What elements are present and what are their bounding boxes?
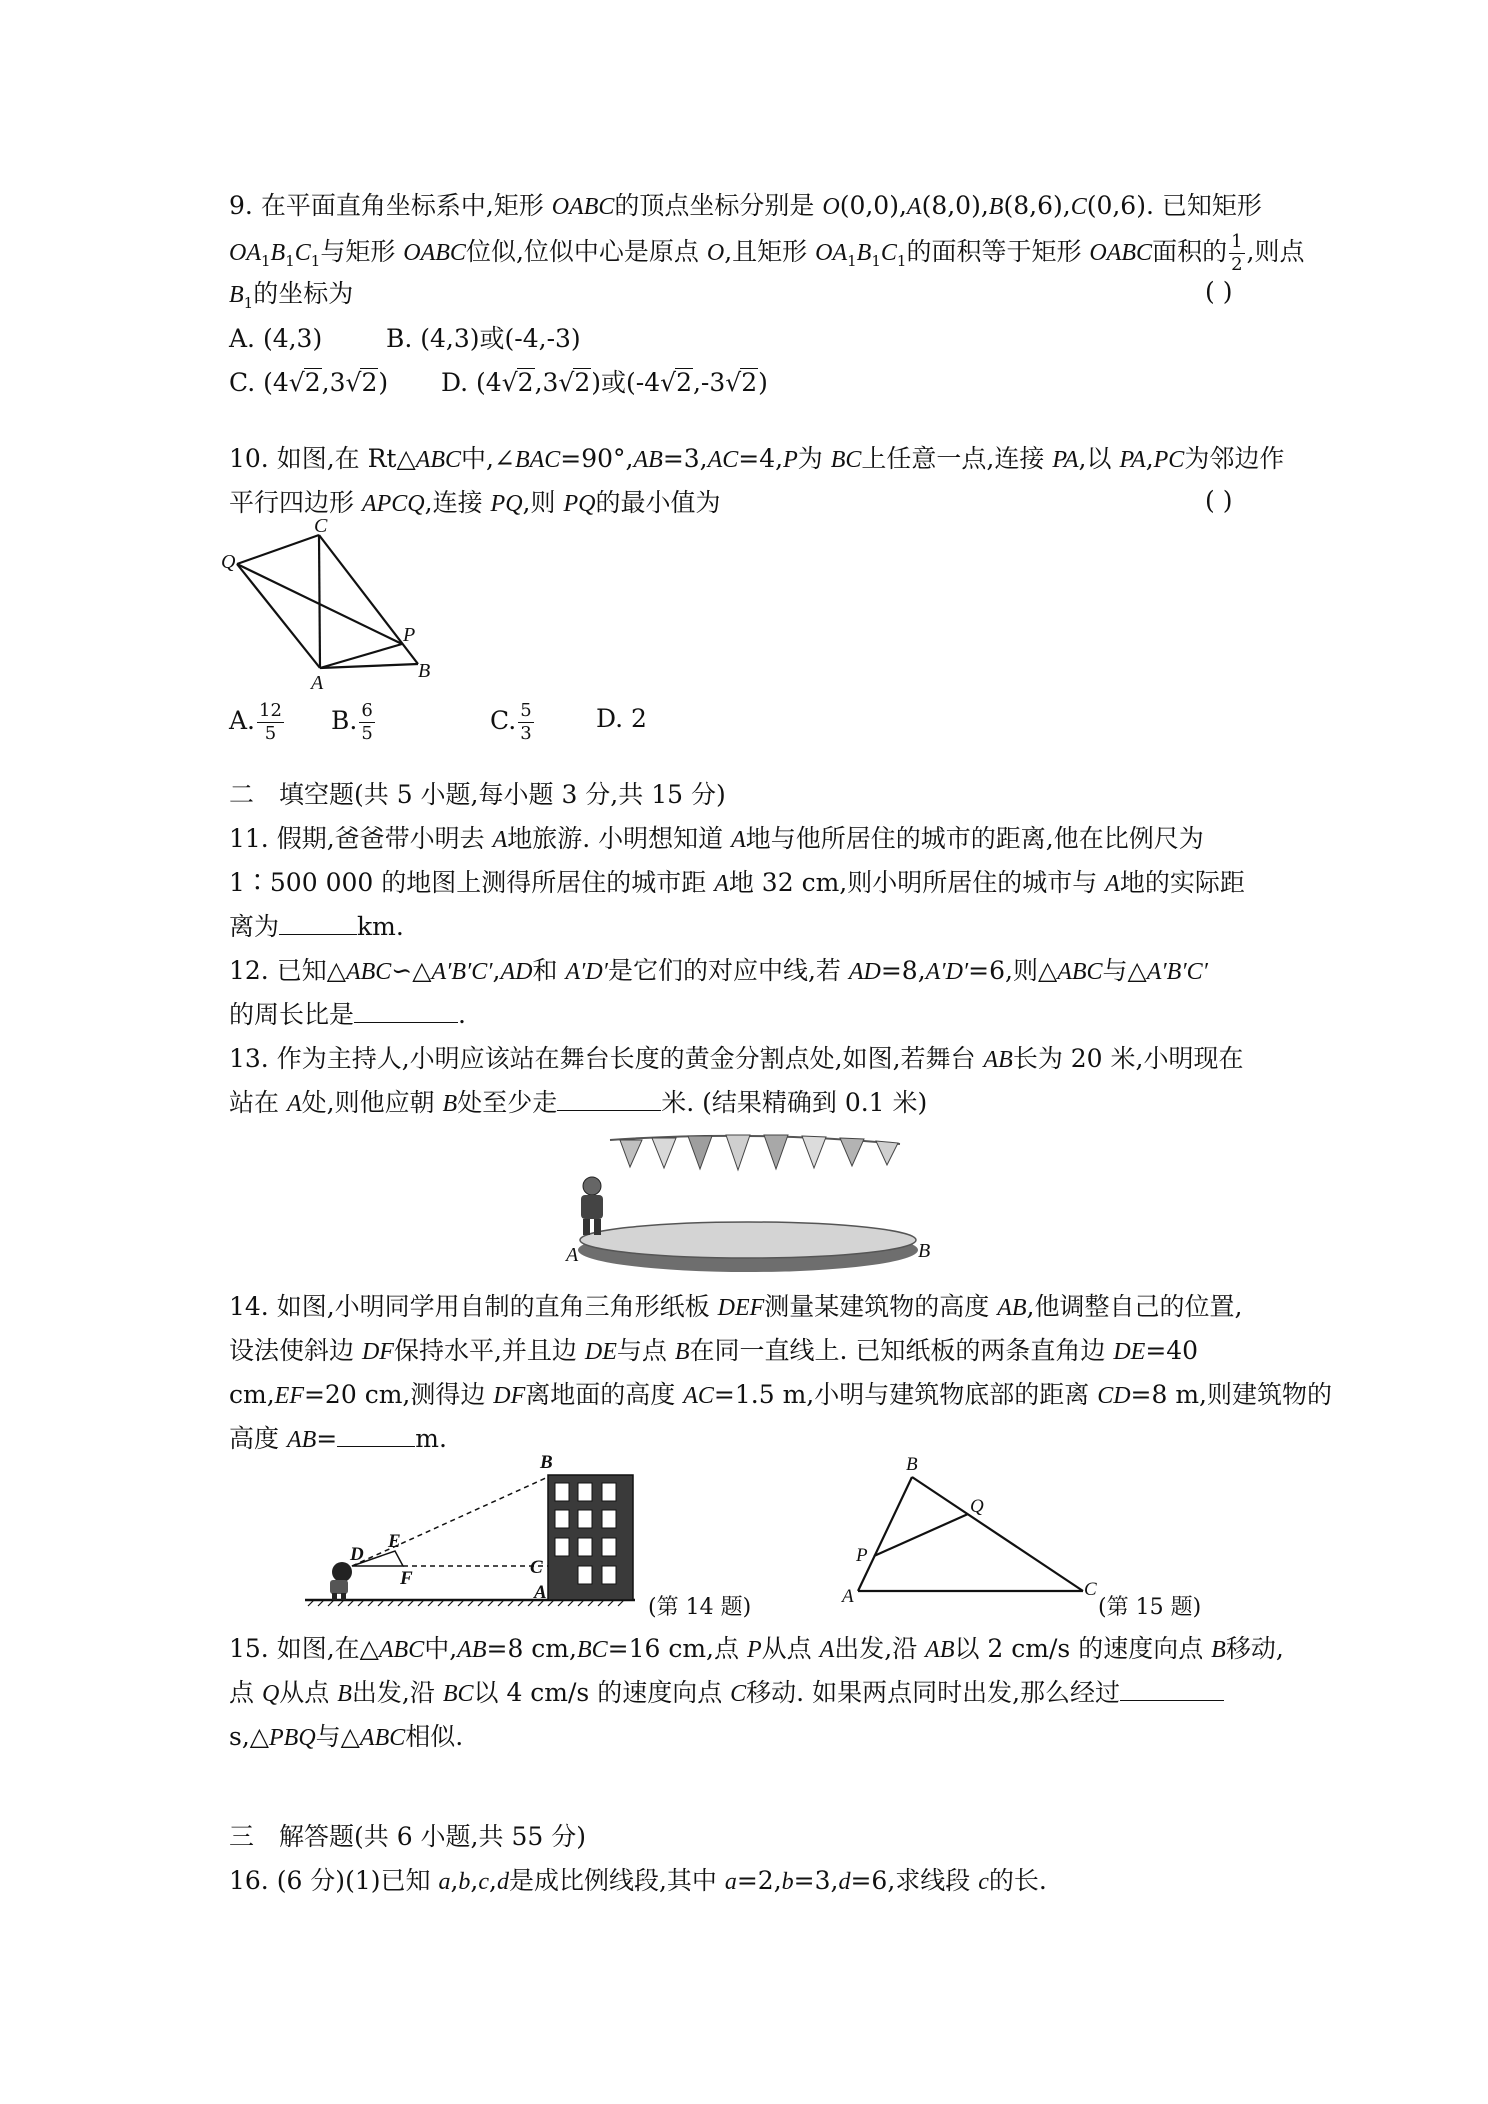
q13-line-2: 站在 A处,则他应朝 B处至少走 米. (结果精确到 0.1 米) <box>229 1088 928 1117</box>
q11-line-3: 离为 km. <box>229 912 404 941</box>
fig14-label-F: F <box>400 1568 413 1589</box>
fig15-label-C: C <box>1084 1579 1097 1600</box>
q10-label-C: C <box>314 515 328 537</box>
q10-label-B: B <box>418 660 431 682</box>
bunting-flag <box>802 1136 826 1168</box>
q9-line-3: $B_1$的坐标为 <box>229 279 354 312</box>
stage-top <box>580 1222 916 1258</box>
q10-answer-paren: ( ) <box>1205 486 1233 515</box>
stage-label-A: A <box>566 1244 579 1266</box>
fig14-label-A: A <box>534 1582 547 1603</box>
fig14-label-D: D <box>350 1544 364 1565</box>
q10-line-1: 10. 如图,在 Rt△ABC中,∠BAC=90°,AB=3,AC=4,P为 BC上任意一点,连接 PA,以 PA,PC为邻边作 <box>229 444 1285 473</box>
q10-line-2: 平行四边形 APCQ,连接 PQ,则 PQ的最小值为 <box>229 488 721 517</box>
q10-label-Q: Q <box>221 551 236 573</box>
building-icon <box>548 1475 633 1600</box>
q10-option-d: D. 2 <box>596 704 647 733</box>
observer-person-icon <box>330 1562 352 1600</box>
fig15-seg-PQ <box>874 1514 968 1556</box>
q14-line-1: 14. 如图,小明同学用自制的直角三角形纸板 DEF测量某建筑物的高度 AB,他调整自己的位置, <box>229 1292 1243 1321</box>
q14-answer-blank <box>337 1422 415 1447</box>
bunting-flag <box>726 1135 750 1170</box>
q14-line-2: 设法使斜边 DF保持水平,并且边 DE与点 B在同一直线上. 已知纸板的两条直角边 DE=40 <box>229 1336 1199 1365</box>
stage-label-B: B <box>918 1240 931 1262</box>
q10-option-a: A. $\frac{12}{5}$ <box>229 700 282 744</box>
fig15-caption: (第 15 题) <box>1098 1595 1202 1620</box>
q10-label-P: P <box>403 624 416 646</box>
q14-line-4: 高度 AB= m. <box>229 1424 447 1453</box>
q14-line-3: cm,EF=20 cm,测得边 DF离地面的高度 AC=1.5 m,小明与建筑物底部的距离 CD=8 m,则建筑物的 <box>229 1380 1332 1409</box>
q15-line-1: 15. 如图,在△ABC中,AB=8 cm,BC=16 cm,点 P从点 A出发,沿 AB以 2 cm/s 的速度向点 B移动, <box>229 1634 1284 1663</box>
q9-line-2: $OA_1B_1C_1$与矩形 OABC位似,位似中心是原点 O,且矩形 $OA_1B_1C_1$的面积等于矩形 OABC面积的 $\frac{1}{2}$ ,则点 <box>229 231 1305 275</box>
q9-option-b: B. (4,3)或(-4,-3) <box>386 324 581 353</box>
q11-line-1: 11. 假期,爸爸带小明去 A地旅游. 小明想知道 A地与他所居住的城市的距离,他在比例尺为 <box>229 824 1204 853</box>
q14-building-figure <box>300 1450 645 1615</box>
bunting-flag <box>764 1135 788 1169</box>
fig15-label-B: B <box>906 1454 918 1475</box>
fig14-label-C: C <box>530 1557 543 1578</box>
q10-option-b: B. $\frac{6}{5}$ <box>331 700 373 744</box>
fig15-seg-CB <box>912 1477 1083 1591</box>
q16-line-1: 16. (6 分)(1)已知 a,b,c,d是成比例线段,其中 a=2,b=3,d=6,求线段 c的长. <box>229 1866 1047 1895</box>
q9-answer-paren: ( ) <box>1205 277 1233 306</box>
q15-answer-blank <box>1120 1676 1224 1701</box>
fig14-label-E: E <box>388 1531 401 1552</box>
q15-line-3: s,△PBQ与△ABC相似. <box>229 1722 464 1751</box>
bunting-flag <box>620 1140 642 1167</box>
q10-label-A: A <box>311 672 324 694</box>
q11-answer-blank <box>279 910 357 935</box>
fig15-label-A: A <box>842 1586 854 1607</box>
bunting-flag <box>840 1138 864 1166</box>
q13-answer-blank <box>557 1086 661 1111</box>
q9-option-c: C. (4√2,3√2) <box>229 368 389 397</box>
q10-seg-QC <box>237 535 319 564</box>
q12-line-2: 的周长比是 . <box>229 1000 466 1029</box>
q9-line-1: 9. 在平面直角坐标系中,矩形 OABC的顶点坐标分别是 O(0,0),A(8,0),B(8,6),C(0,6). 已知矩形 <box>229 191 1262 220</box>
q10-option-c: C. $\frac{5}{3}$ <box>490 700 532 744</box>
fig15-label-P: P <box>856 1545 868 1566</box>
sight-line-DB <box>352 1477 548 1566</box>
fig14-label-B: B <box>540 1452 553 1473</box>
q12-line-1: 12. 已知△ABC∽△A′B′C′,AD和 A′D′是它们的对应中线,若 AD=8,A′D′=6,则△ABC与△A′B′C′ <box>229 956 1208 985</box>
q13-line-1: 13. 作为主持人,小明应该站在舞台长度的黄金分割点处,如图,若舞台 AB长为 20 米,小明现在 <box>229 1044 1244 1073</box>
q12-answer-blank <box>354 998 458 1023</box>
q15-line-2: 点 Q从点 B出发,沿 BC以 4 cm/s 的速度向点 C移动. 如果两点同时出发,那么经过 <box>229 1676 1224 1711</box>
section-3-heading: 三 解答题(共 6 小题,共 55 分) <box>229 1822 586 1851</box>
q10-seg-AQ <box>237 564 320 668</box>
fig15-seg-BA <box>858 1477 912 1591</box>
fig14-caption: (第 14 题) <box>648 1595 752 1620</box>
q9-fraction: $\frac{1}{2}$ <box>1231 231 1243 275</box>
section-2-heading: 二 填空题(共 5 小题,每小题 3 分,共 15 分) <box>229 780 726 809</box>
bunting-flag <box>876 1141 898 1165</box>
host-person-icon <box>581 1177 603 1235</box>
bunting-flag <box>688 1136 712 1169</box>
q10-parallelogram-figure <box>221 515 445 695</box>
bunting-flag <box>652 1138 676 1168</box>
q15-triangle-figure <box>840 1455 1110 1605</box>
q11-line-2: 1∶500 000 的地图上测得所居住的城市距 A地 32 cm,则小明所居住的城市与 A地的实际距 <box>229 868 1245 897</box>
q9-option-d: D. (4√2,3√2)或(-4√2,-3√2) <box>441 368 768 397</box>
q9-option-a: A. (4,3) <box>229 324 323 353</box>
q13-stage-figure <box>560 1122 940 1277</box>
fig15-label-Q: Q <box>970 1496 984 1517</box>
q10-seg-CA <box>319 535 320 668</box>
